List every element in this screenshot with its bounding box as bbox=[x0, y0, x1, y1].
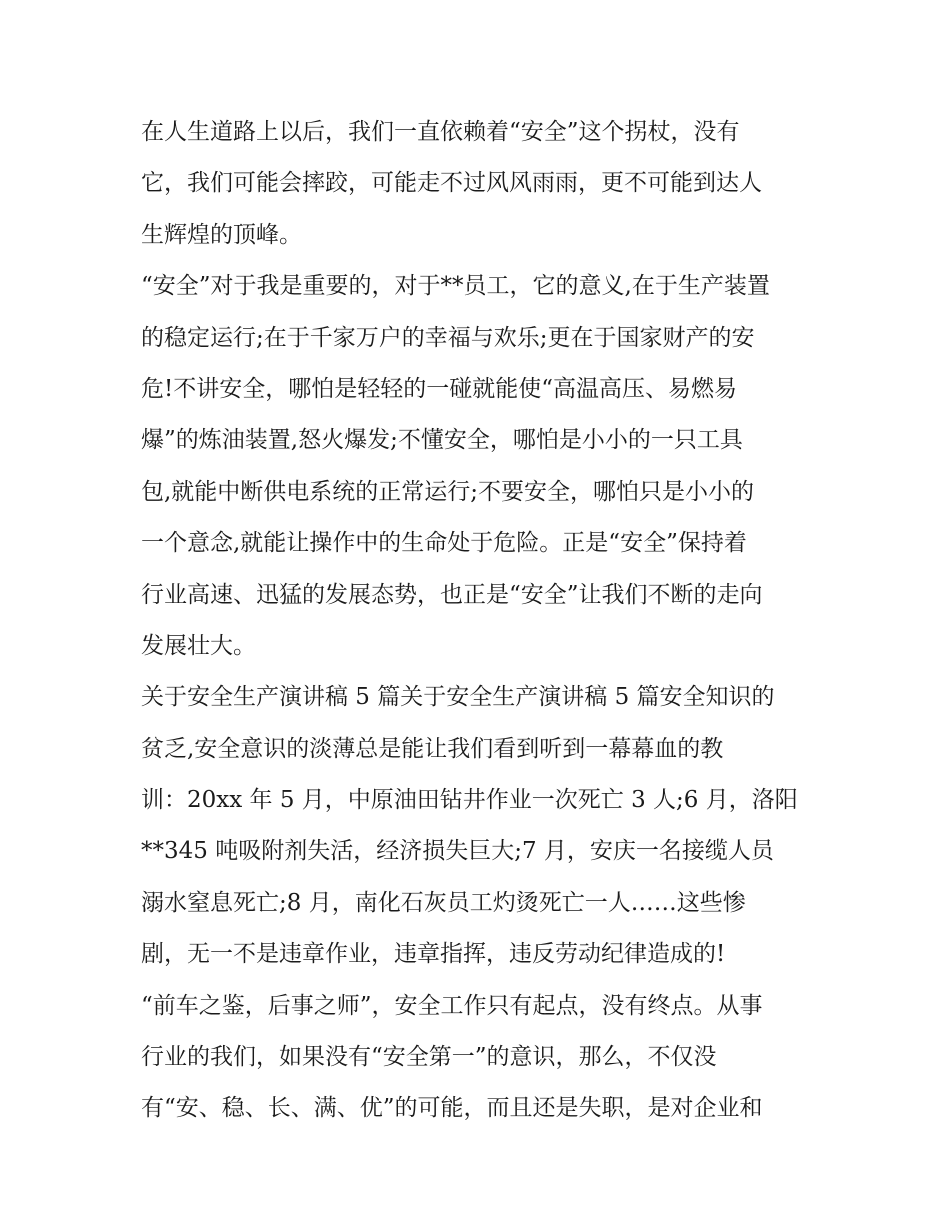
text-line: 溺水窒息死亡;8 月，南化石灰员工灼烫死亡一人……这些惨 bbox=[141, 889, 746, 916]
text-line: 行业高速、迅猛的发展态势，也正是“安全”让我们不断的走向 bbox=[141, 581, 763, 608]
text-line: 行业的我们，如果没有“安全第一”的意识，那么，不仅没 bbox=[141, 1044, 717, 1071]
text-line: 剧，无一不是违章作业，违章指挥，违反劳动纪律造成的! bbox=[141, 941, 726, 968]
text-line: 生辉煌的顶峰。 bbox=[141, 221, 302, 248]
text-line: 危!不讲安全，哪怕是轻轻的一碰就能使“高温高压、易燃易 bbox=[141, 375, 738, 402]
text-line: 在人生道路上以后，我们一直依赖着“安全”这个拐杖，没有 bbox=[141, 119, 740, 145]
text-line: 贫乏,安全意识的淡薄总是能让我们看到听到一幕幕血的教 bbox=[141, 735, 724, 762]
text-line: 包,就能中断供电系统的正常运行;不要安全，哪怕只是小小的 bbox=[141, 478, 755, 505]
text-line: **345 吨吸附剂失活，经济损失巨大;7 月，安庆一名接缆人员 bbox=[141, 838, 774, 865]
text-line: 的稳定运行;在于千家万户的幸福与欢乐;更在于国家财产的安 bbox=[141, 324, 755, 351]
text-line: 发展壮大。 bbox=[141, 632, 256, 659]
text-line: 训：20xx 年 5 月，中原油田钻井作业一次死亡 3 人;6 月，洛阳 bbox=[141, 787, 798, 814]
body-text bbox=[141, 107, 821, 1135]
text-line: “前车之鉴，后事之师”，安全工作只有起点，没有终点。从事 bbox=[141, 992, 763, 1019]
text-line: 爆”的炼油装置,怒火爆发;不懂安全，哪怕是小小的一只工具 bbox=[141, 427, 743, 454]
text-line: 它，我们可能会摔跤，可能走不过风风雨雨，更不可能到达人 bbox=[141, 170, 762, 197]
text-line: “安全”对于我是重要的，对于**员工，它的意义,在于生产装置 bbox=[141, 273, 770, 300]
text-line: 有“安、稳、长、满、优”的可能，而且还是失职，是对企业和 bbox=[141, 1095, 763, 1122]
text-line: 关于安全生产演讲稿 5 篇关于安全生产演讲稿 5 篇安全知识的 bbox=[141, 684, 775, 711]
text-line: 一个意念,就能让操作中的生命处于危险。正是“安全”保持着 bbox=[141, 530, 747, 557]
